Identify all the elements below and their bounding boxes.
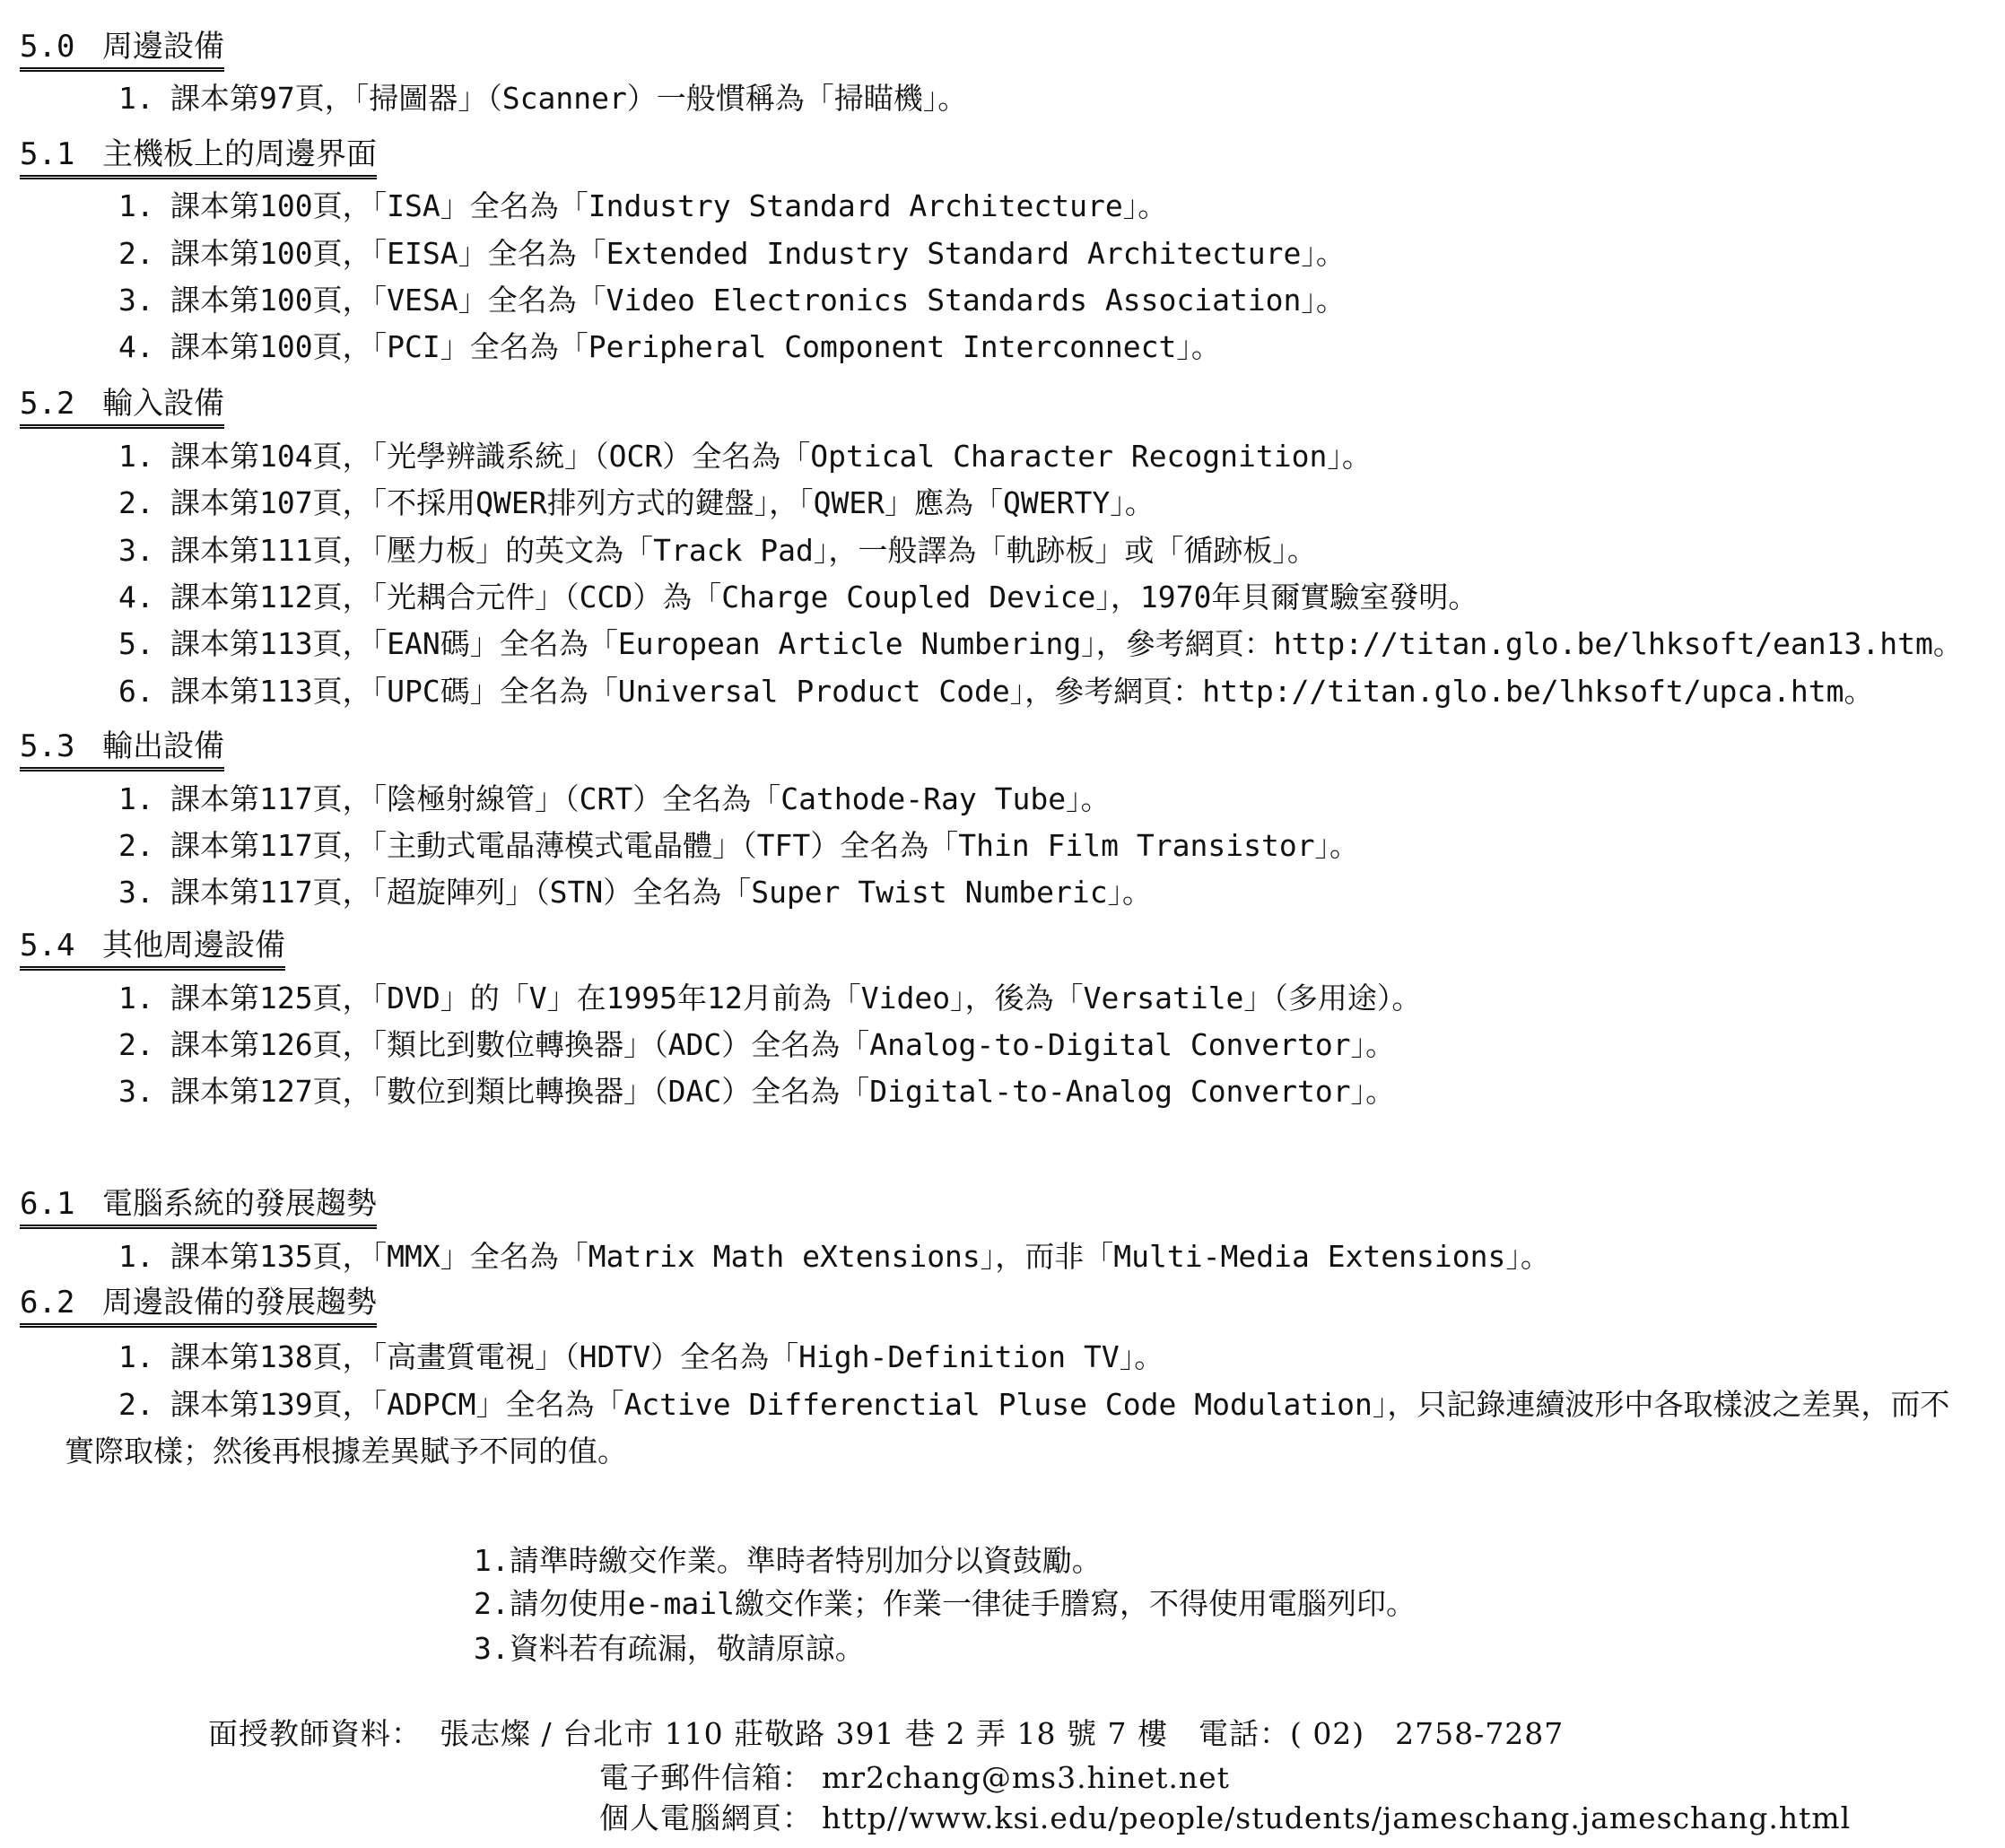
item-text: 課本第100頁，「ISA」全名為「Industry Standard Architecture」。 xyxy=(170,188,1168,223)
item-text: 課本第113頁，「UPC碼」全名為「Universal Product Code」，參考網頁：http://titan.glo.be/lhksoft/upca.htm。 xyxy=(170,674,1874,709)
item-text: 課本第127頁，「數位到類比轉換器」（DAC）全名為「Digital-to-Analog Convertor」。 xyxy=(170,1074,1396,1109)
section-heading xyxy=(20,1283,377,1328)
item-text: 課本第125頁，「DVD」的「V」在1995年12月前為「Video」，後為「Versatile」（多用途）。 xyxy=(170,981,1422,1016)
section-number: 6.2 xyxy=(20,1285,75,1321)
item-text: 課本第138頁，「高畫質電視」（HDTV）全名為「High-Definition TV」。 xyxy=(170,1339,1164,1374)
section-title: 周邊設備的發展趨勢 xyxy=(102,1285,377,1321)
list-item xyxy=(118,578,1478,617)
item-index: 2. xyxy=(118,236,154,271)
section-title: 主機板上的周邊界面 xyxy=(102,136,377,172)
homework-note: 3.資料若有疏漏，敬請原諒。 xyxy=(474,1631,865,1666)
item-index: 3. xyxy=(118,1074,154,1109)
section-title: 輸入設備 xyxy=(102,386,224,422)
item-text: 課本第112頁，「光耦合元件」（CCD）為「Charge Coupled Device」，1970年貝爾實驗室發明。 xyxy=(170,580,1478,615)
item-text: 課本第117頁，「超旋陣列」（STN）全名為「Super Twist Numberic」。 xyxy=(170,875,1153,910)
item-text: 課本第104頁，「光學辨識系統」（OCR）全名為「Optical Character Recognition」。 xyxy=(170,439,1372,474)
item-index: 3. xyxy=(118,283,154,318)
list-item xyxy=(118,79,967,118)
item-index: 1. xyxy=(118,781,154,816)
section-heading xyxy=(20,727,224,771)
list-item xyxy=(118,1072,1395,1111)
item-index: 3. xyxy=(118,533,154,568)
item-text: 課本第139頁，「ADPCM」全名為「Active Differenctial Pluse Code Modulation」，只記錄連續波形中各取樣波之差異，而不 xyxy=(170,1387,1950,1422)
list-item xyxy=(118,437,1372,476)
section-number: 5.0 xyxy=(20,29,75,65)
item-index: 3. xyxy=(118,875,154,910)
section-heading xyxy=(20,926,285,971)
section-heading xyxy=(20,384,224,429)
email-address: mr2chang@ms3.hinet.net xyxy=(822,1760,1230,1795)
item-text: 課本第107頁，「不採用QWER排列方式的鍵盤」，「QWER」應為「QWERTY」。 xyxy=(170,485,1155,520)
web-label: 個人電腦網頁： xyxy=(599,1800,813,1835)
item-text: 課本第100頁，「PCI」全名為「Peripheral Component Interconnect」。 xyxy=(170,329,1221,364)
list-item xyxy=(118,281,1346,320)
item-text: 課本第111頁，「壓力板」的英文為「Track Pad」，一般譯為「軌跡板」或「循跡板」。 xyxy=(170,533,1317,568)
email-label: 電子郵件信箱： xyxy=(599,1760,813,1795)
list-item xyxy=(118,1025,1395,1065)
list-item xyxy=(118,826,1359,866)
section-number: 5.4 xyxy=(20,928,75,963)
section-title: 輸出設備 xyxy=(102,728,224,764)
list-item xyxy=(118,624,1963,664)
list-item xyxy=(118,1237,1550,1277)
item-index: 2. xyxy=(118,1387,154,1422)
section-number: 5.1 xyxy=(20,136,75,172)
list-item xyxy=(118,1385,1949,1425)
teacher-info-line xyxy=(599,1799,1851,1838)
item-index: 4. xyxy=(118,329,154,364)
item-index: 6. xyxy=(118,674,154,709)
item-text: 課本第100頁，「EISA」全名為「Extended Industry Standard Architecture」。 xyxy=(170,236,1346,271)
section-number: 6.1 xyxy=(20,1186,75,1222)
item-continuation: 實際取樣；然後再根據差異賦予不同的值。 xyxy=(65,1434,627,1469)
item-index: 2. xyxy=(118,828,154,863)
section-heading xyxy=(20,27,224,72)
list-item xyxy=(118,780,1111,819)
web-address: http//www.ksi.edu/people/students/jameschang.jameschang.html xyxy=(822,1800,1852,1835)
list-item xyxy=(118,979,1421,1018)
item-text: 課本第100頁，「VESA」全名為「Video Electronics Standards Association」。 xyxy=(170,283,1346,318)
item-index: 2. xyxy=(118,1027,154,1062)
section-title: 其他周邊設備 xyxy=(102,928,285,963)
item-index: 1. xyxy=(118,1339,154,1374)
list-item xyxy=(118,234,1346,274)
homework-note: 2.請勿使用e-mail繳交作業；作業一律徒手謄寫，不得使用電腦列印。 xyxy=(474,1586,1416,1621)
list-item xyxy=(118,873,1152,912)
item-text: 課本第117頁，「主動式電晶薄模式電晶體」（TFT）全名為「Thin Film Transistor」。 xyxy=(170,828,1360,863)
item-text: 課本第117頁，「陰極射線管」（CRT）全名為「Cathode-Ray Tube」。 xyxy=(170,781,1111,816)
item-text: 課本第97頁，「掃圖器」（Scanner）一般慣稱為「掃瞄機」。 xyxy=(170,81,968,116)
section-heading xyxy=(20,1184,377,1229)
list-item xyxy=(118,672,1874,711)
section-number: 5.2 xyxy=(20,386,75,422)
item-index: 5. xyxy=(118,626,154,661)
homework-note: 1.請準時繳交作業。準時者特別加分以資鼓勵。 xyxy=(474,1543,1102,1578)
teacher-label: 面授教師資料： xyxy=(208,1716,422,1751)
section-number: 5.3 xyxy=(20,728,75,764)
item-index: 1. xyxy=(118,1239,154,1274)
list-item xyxy=(118,531,1317,571)
list-item xyxy=(118,484,1155,523)
item-text: 課本第113頁，「EAN碼」全名為「European Article Numbering」，參考網頁：http://titan.glo.be/lhksoft/ean13.htm。 xyxy=(170,626,1963,661)
section-title: 周邊設備 xyxy=(102,29,224,65)
teacher-info: 張志燦 / 台北市 110 莊敬路 391 巷 2 弄 18 號 7 樓 電話：( 02) 2758-7287 xyxy=(440,1716,1565,1751)
item-index: 1. xyxy=(118,439,154,474)
item-index: 2. xyxy=(118,485,154,520)
list-item xyxy=(118,327,1221,367)
item-index: 1. xyxy=(118,81,154,116)
teacher-info-line xyxy=(208,1714,1564,1754)
item-text: 課本第126頁，「類比到數位轉換器」（ADC）全名為「Analog-to-Digital Convertor」。 xyxy=(170,1027,1396,1062)
section-title: 電腦系統的發展趨勢 xyxy=(102,1186,377,1222)
item-index: 1. xyxy=(118,188,154,223)
section-heading xyxy=(20,135,377,179)
list-item xyxy=(118,187,1167,226)
list-item xyxy=(118,1338,1164,1377)
item-index: 1. xyxy=(118,981,154,1016)
teacher-info-line xyxy=(599,1758,1230,1798)
item-index: 4. xyxy=(118,580,154,615)
item-text: 課本第135頁，「MMX」全名為「Matrix Math eXtensions」，而非「Multi-Media Extensions」。 xyxy=(170,1239,1550,1274)
